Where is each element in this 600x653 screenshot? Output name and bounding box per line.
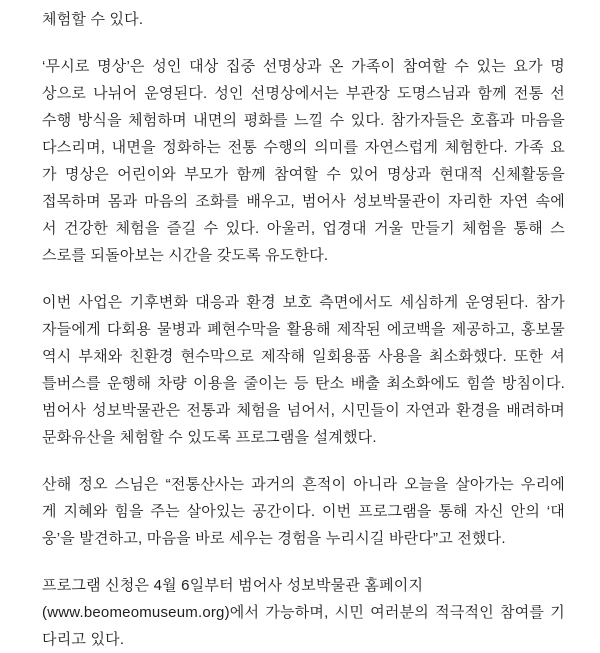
text-line: 상으로 나뉘어 운영된다. 성인 선명상에서는 부관장 도명스님과 함께 전통 선 (42, 85, 565, 102)
text-line: 이번 사업은 기후변화 대응과 환경 보호 측면에서도 세심하게 운영된다. 참가 (42, 294, 565, 311)
text-line: 다스리며, 내면을 정화하는 전통 수행의 의미를 자연스럽게 체험한다. 가족 요 (42, 139, 565, 156)
text-line: 서 건강한 체험을 즐길 수 있다. 아울러, 업경대 거울 만들기 체험을 통해 스 (42, 220, 565, 237)
paragraph (42, 572, 565, 653)
paragraph (42, 53, 565, 269)
text-line: 게 지혜와 힘을 주는 살아있는 공간이다. 이번 프로그램을 통해 자신 안의 ‘대 (42, 503, 565, 520)
text-line: 다리고 있다. (42, 631, 125, 648)
text-line: 프로그램 신청은 4월 6일부터 범어사 성보박물관 홈페이지 (42, 577, 424, 594)
text-line: 체험할 수 있다. (42, 11, 144, 28)
text-line: 범어사 성보박물관은 전통과 체험을 넘어서, 시민들이 자연과 환경을 배려하며 (42, 402, 565, 419)
text-line: 산해 정오 스님은 “전통산사는 과거의 흔적이 아니라 오늘을 살아가는 우리에 (42, 476, 565, 493)
text-line: 수행 방식을 체험하며 내면의 평화를 느낄 수 있다. 참가자들은 호흡과 마음을 (42, 112, 565, 129)
text-line: (www.beomeomuseum.org)에서 가능하며, 시민 여러분의 적극적인 참여를 기 (42, 604, 565, 621)
paragraph (42, 6, 565, 33)
text-line: 접목하며 몸과 마음의 조화를 배우고, 범어사 성보박물관이 자리한 자연 속에 (42, 193, 565, 210)
text-line: 틀버스를 운행해 차량 이용을 줄이는 등 탄소 배출 최소화에도 힘쓸 방침이다. (42, 375, 565, 392)
text-line: 역시 부채와 친환경 현수막으로 제작해 일회용품 사용을 최소화했다. 또한 셔 (42, 348, 565, 365)
text-line: 문화유산을 체험할 수 있도록 프로그램을 설계했다. (42, 429, 377, 446)
text-line: ‘무시로 명상’은 성인 대상 집중 선명상과 온 가족이 참여할 수 있는 요가 명 (42, 58, 565, 75)
text-line: 자들에게 다회용 물병과 폐현수막을 활용해 제작된 에코백을 제공하고, 홍보물 (42, 321, 565, 338)
text-line: 웅’을 발견하고, 마음을 바로 세우는 경험을 누리시길 바란다”고 전했다. (42, 530, 506, 547)
text-line: 가 명상은 어린이와 부모가 함께 참여할 수 있어 명상과 현대적 신체활동을 (42, 166, 565, 183)
paragraph (42, 471, 565, 552)
paragraph (42, 289, 565, 451)
text-line: 스로를 되돌아보는 시간을 갖도록 유도한다. (42, 247, 329, 264)
